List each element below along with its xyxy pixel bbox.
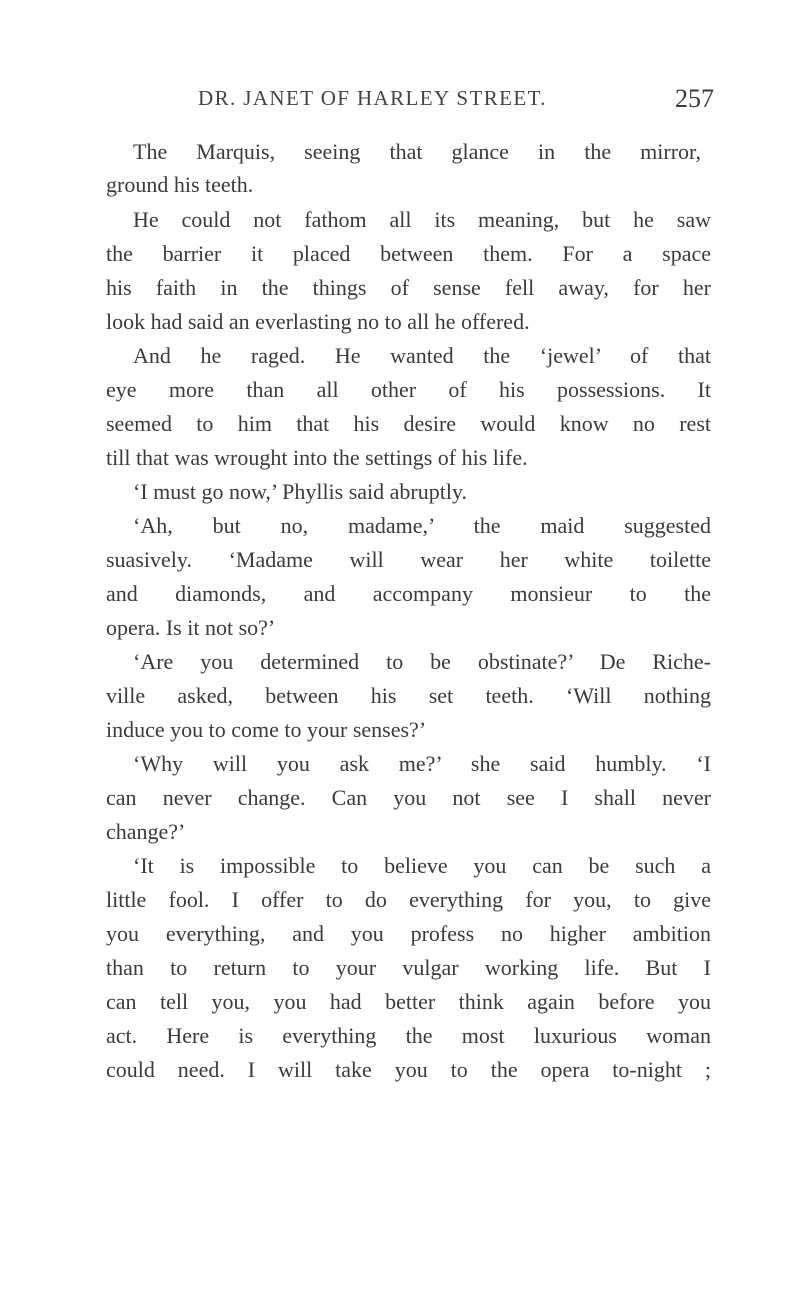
text-line: could need. I will take you to the opera to-night ;	[106, 1057, 711, 1082]
text-line: ‘Why will you ask me?’ she said humbly. ‘I	[133, 751, 711, 776]
text-line: look had said an everlasting no to all he offered.	[106, 309, 530, 334]
text-line: you everything, and you profess no higher ambition	[106, 921, 711, 946]
text-line: the barrier it placed between them. For a space	[106, 241, 711, 266]
running-title: DR. JANET OF HARLEY STREET.	[198, 86, 547, 110]
text-line: his faith in the things of sense fell away, for her	[106, 275, 711, 300]
text-line: induce you to come to your senses?’	[106, 717, 427, 742]
page-number: 257	[675, 84, 714, 113]
text-line: opera. Is it not so?’	[106, 615, 276, 640]
text-line: till that was wrought into the settings of his life.	[106, 445, 528, 470]
text-line: And he raged. He wanted the ‘jewel’ of that	[133, 343, 711, 368]
text-line: seemed to him that his desire would know no rest	[106, 411, 711, 436]
text-line: ground his teeth.	[106, 172, 254, 197]
text-line: ‘Are you determined to be obstinate?’ De Riche-	[133, 649, 711, 674]
text-line: eye more than all other of his possessions. It	[106, 377, 711, 402]
text-line: ville asked, between his set teeth. ‘Will nothing	[106, 683, 711, 708]
text-line: ‘I must go now,’ Phyllis said abruptly.	[133, 479, 468, 504]
text-line: suasively. ‘Madame will wear her white toilette	[106, 547, 711, 572]
text-line: The Marquis, seeing that glance in the mirror,	[133, 139, 701, 164]
text-line: ‘It is impossible to believe you can be such a	[133, 853, 711, 878]
text-line: ‘Ah, but no, madame,’ the maid suggested	[133, 513, 711, 538]
text-line: can tell you, you had better think again before you	[106, 989, 711, 1014]
text-line: can never change. Can you not see I shall never	[106, 785, 711, 810]
text-line: He could not fathom all its meaning, but he saw	[133, 207, 711, 232]
text-line: than to return to your vulgar working life. But I	[106, 955, 711, 980]
text-line: little fool. I offer to do everything for you, to give	[106, 887, 711, 912]
text-line: act. Here is everything the most luxurious woman	[106, 1023, 711, 1048]
text-line: change?’	[106, 819, 186, 844]
text-line: and diamonds, and accompany monsieur to the	[106, 581, 711, 606]
